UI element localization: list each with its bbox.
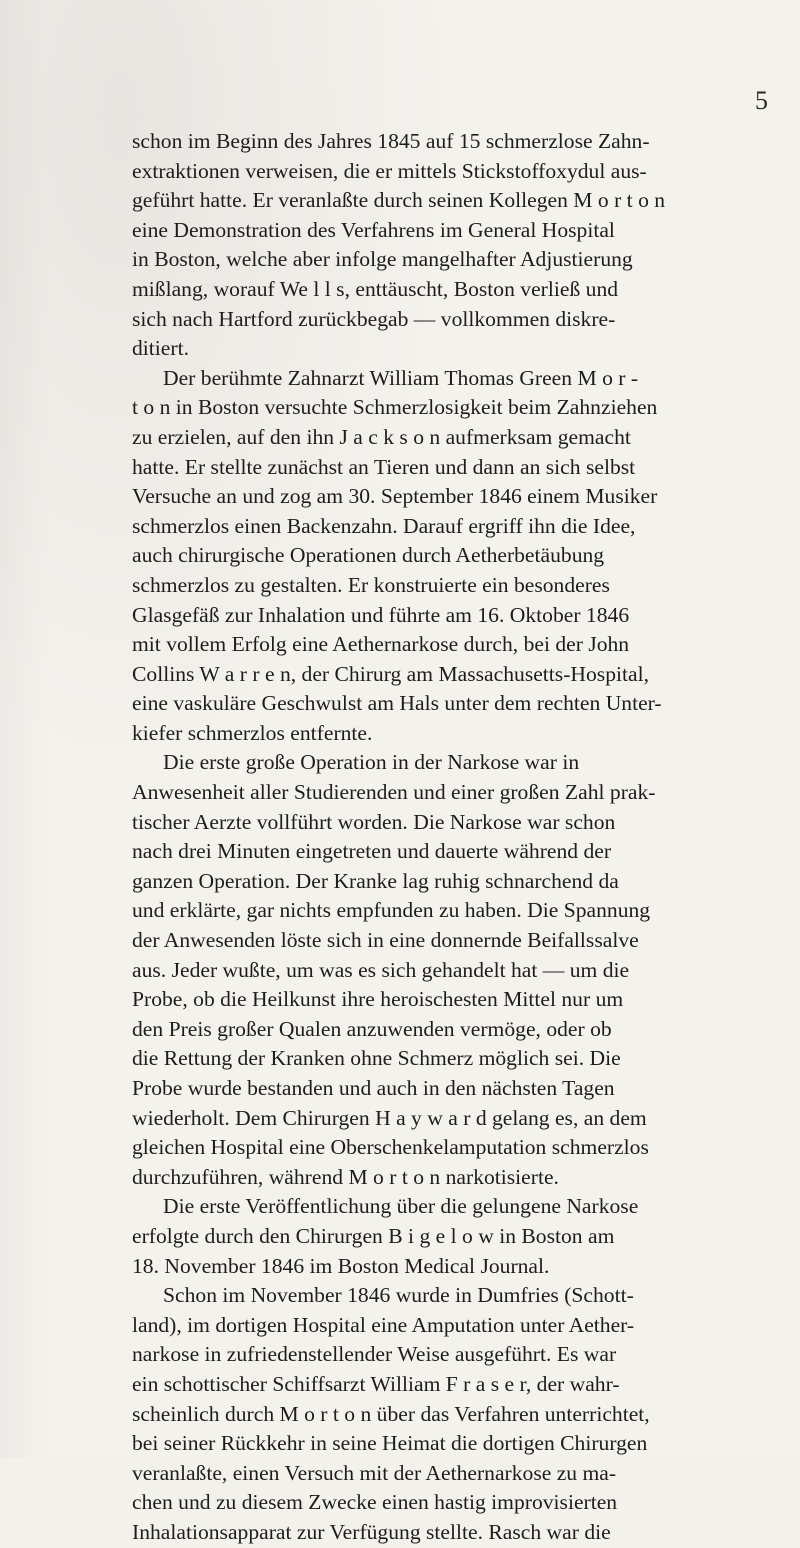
text-line: schmerzlos zu gestalten. Er konstruierte ein besonderes — [132, 572, 610, 597]
text-line: bei seiner Rückkehr in seine Heimat die dortigen Chirurgen — [132, 1431, 648, 1456]
text-line: Glasgefäß zur Inhalation und führte am 16. Oktober 1846 — [132, 602, 630, 627]
text-line: erfolgte durch den Chirurgen B i g e l o w in Boston am — [132, 1223, 615, 1248]
text-line: Collins W a r r e n, der Chirurg am Massachusetts-Hospital, — [132, 661, 649, 686]
text-line: scheinlich durch M o r t o n über das Verfahren unterrichtet, — [132, 1401, 650, 1426]
text-line: 18. November 1846 im Boston Medical Journal. — [132, 1253, 550, 1278]
text-line: tischer Aerzte vollführt worden. Die Narkose war schon — [132, 809, 616, 834]
text-line: und erklärte, gar nichts empfunden zu haben. Die Spannung — [132, 898, 651, 923]
text-line: Die erste große Operation in der Narkose war in — [163, 750, 580, 775]
text-line: zu erzielen, auf den ihn J a c k s o n aufmerksam gemacht — [132, 424, 631, 449]
text-line: hatte. Er stellte zunächst an Tieren und dann an sich selbst — [132, 454, 636, 479]
text-line: Probe wurde bestanden und auch in den nächsten Tagen — [132, 1076, 615, 1100]
text-line: ganzen Operation. Der Kranke lag ruhig schnarchend da — [132, 868, 619, 893]
text-line: land), im dortigen Hospital eine Amputation unter Aether- — [132, 1312, 635, 1337]
text-line: Die erste Veröffentlichung über die gelungene Narkose — [163, 1194, 639, 1219]
page-number: 5 — [755, 86, 768, 115]
text-line: ditiert. — [132, 336, 189, 361]
text-line: sich nach Hartford zurückbegab — vollkommen diskre- — [132, 306, 616, 331]
text-line: schon im Beginn des Jahres 1845 auf 15 schmerzlose Zahn- — [132, 129, 650, 153]
text-line: gleichen Hospital eine Oberschenkelamputation schmerzlos — [132, 1135, 649, 1160]
text-line: nach drei Minuten eingetreten und dauerte während der — [132, 839, 612, 864]
text-line: kiefer schmerzlos entfernte. — [132, 720, 373, 745]
text-line: veranlaßte, einen Versuch mit der Aethernarkose zu ma- — [132, 1460, 617, 1485]
text-line: Versuche an und zog am 30. September 1846 einem Musiker — [132, 484, 658, 509]
text-line: mit vollem Erfolg eine Aethernarkose durch, bei der John — [132, 632, 630, 657]
body-text — [132, 127, 768, 1548]
text-line: eine Demonstration des Verfahrens im General Hospital — [132, 217, 615, 242]
text-line: ein schottischer Schiffsarzt William F r a s e r, der wahr- — [132, 1371, 620, 1396]
text-line: auch chirurgische Operationen durch Aetherbetäubung — [132, 543, 605, 568]
text-line: die Rettung der Kranken ohne Schmerz möglich sei. Die — [132, 1046, 621, 1071]
text-line: mißlang, worauf We l l s, enttäuscht, Boston verließ und — [132, 276, 619, 301]
text-line: chen und zu diesem Zwecke einen hastig improvisierten — [132, 1490, 618, 1515]
text-line: wiederholt. Dem Chirurgen H a y w a r d gelang es, an dem — [132, 1105, 647, 1130]
text-line: Inhalationsapparat zur Verfügung stellte. Rasch war die — [132, 1519, 611, 1544]
text-line: Der berühmte Zahnarzt William Thomas Green M o r - — [163, 365, 639, 390]
text-line: durchzuführen, während M o r t o n narkotisierte. — [132, 1164, 559, 1189]
text-line: der Anwesenden löste sich in eine donnernde Beifallssalve — [132, 928, 639, 953]
text-line: Schon im November 1846 wurde in Dumfries (Schott- — [163, 1283, 634, 1308]
text-line: eine vaskuläre Geschwulst am Hals unter dem rechten Unter- — [132, 691, 662, 716]
text-line: in Boston, welche aber infolge mangelhafter Adjustierung — [132, 247, 633, 272]
text-line: aus. Jeder wußte, um was es sich gehandelt hat — um die — [132, 957, 630, 982]
text-line: narkose in zufriedenstellender Weise ausgeführt. Es war — [132, 1342, 617, 1367]
text-line: t o n in Boston versuchte Schmerzlosigkeit beim Zahnziehen — [132, 395, 658, 420]
text-line: schmerzlos einen Backenzahn. Darauf ergriff ihn die Idee, — [132, 513, 636, 538]
text-line: Anwesenheit aller Studierenden und einer großen Zahl prak- — [132, 780, 656, 805]
text-line: Probe, ob die Heilkunst ihre heroischesten Mittel nur um — [132, 987, 624, 1012]
text-line: geführt hatte. Er veranlaßte durch seinen Kollegen M o r t o n — [132, 188, 666, 213]
text-line: extraktionen verweisen, die er mittels Stickstoffoxydul aus- — [132, 158, 647, 183]
text-line: den Preis großer Qualen anzuwenden vermöge, oder ob — [132, 1016, 612, 1041]
